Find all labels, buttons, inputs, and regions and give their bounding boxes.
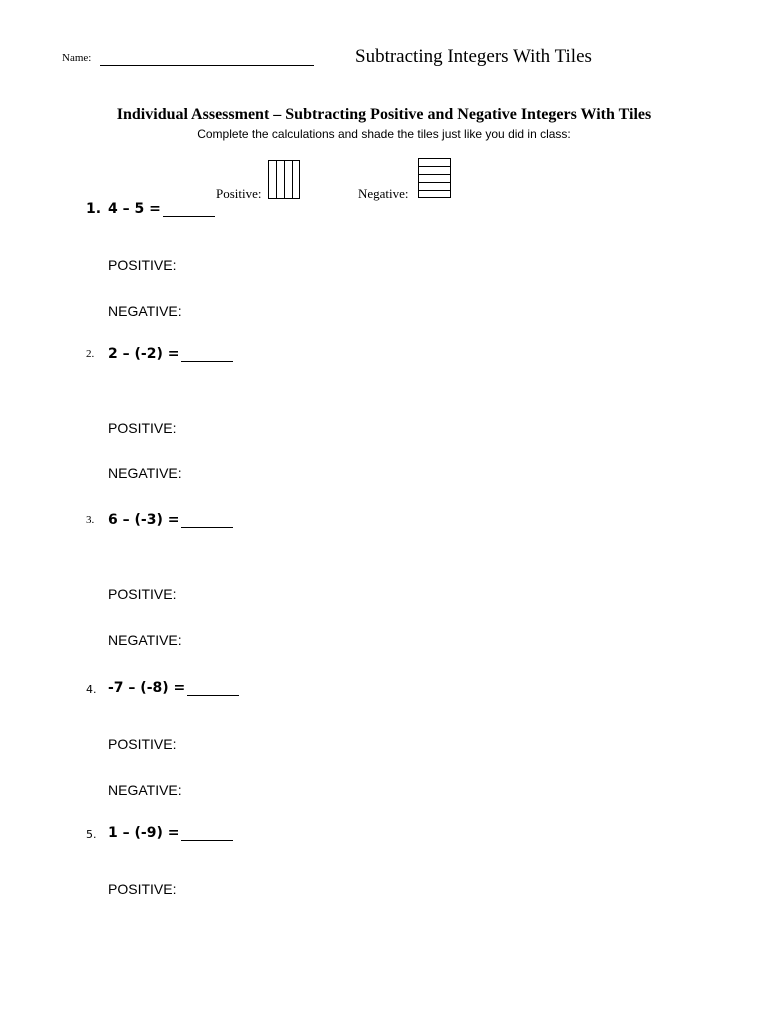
negative-tile-icon xyxy=(418,158,451,198)
negative-legend-label: Negative: xyxy=(358,186,409,201)
name-label: Name: xyxy=(62,52,92,64)
negative-label: NEGATIVE: xyxy=(108,782,182,798)
positive-label: POSITIVE: xyxy=(108,257,177,273)
problem-number: 4. xyxy=(86,683,97,696)
negative-label: NEGATIVE: xyxy=(108,303,182,319)
assessment-title: Individual Assessment – Subtracting Positive and Negative Integers With Tiles xyxy=(116,106,652,123)
answer-blank[interactable] xyxy=(181,513,233,528)
page-title: Subtracting Integers With Tiles xyxy=(355,46,592,67)
answer-blank[interactable] xyxy=(181,826,233,841)
positive-label: POSITIVE: xyxy=(108,586,177,602)
positive-label: POSITIVE: xyxy=(108,736,177,752)
problem-expression: 2 – (-2) = xyxy=(108,346,180,362)
positive-legend-label: Positive: xyxy=(216,186,262,201)
problem-expression: 6 – (-3) = xyxy=(108,512,180,528)
positive-label: POSITIVE: xyxy=(108,420,177,436)
problem-number: 3. xyxy=(86,514,95,526)
instructions: Complete the calculations and shade the tiles just like you did in class: xyxy=(197,127,571,141)
problem-number: 2. xyxy=(86,348,95,360)
problem-expression: -7 – (-8) = xyxy=(108,680,186,696)
problem-number: 5. xyxy=(86,828,97,841)
problem-expression-row xyxy=(108,346,233,362)
answer-blank[interactable] xyxy=(163,202,215,217)
negative-label: NEGATIVE: xyxy=(108,632,182,648)
problem-expression-row xyxy=(108,512,233,528)
problem-expression-row xyxy=(108,201,215,217)
negative-label: NEGATIVE: xyxy=(108,465,182,481)
positive-label: POSITIVE: xyxy=(108,881,177,897)
problem-expression: 4 – 5 = xyxy=(108,201,161,217)
problem-number: 1. xyxy=(86,201,102,217)
problem-expression: 1 – (-9) = xyxy=(108,825,180,841)
answer-blank[interactable] xyxy=(181,347,233,362)
problem-expression-row xyxy=(108,825,233,841)
positive-tile-icon xyxy=(268,160,300,199)
name-field[interactable] xyxy=(100,53,314,66)
problem-expression-row xyxy=(108,680,239,696)
answer-blank[interactable] xyxy=(187,681,239,696)
